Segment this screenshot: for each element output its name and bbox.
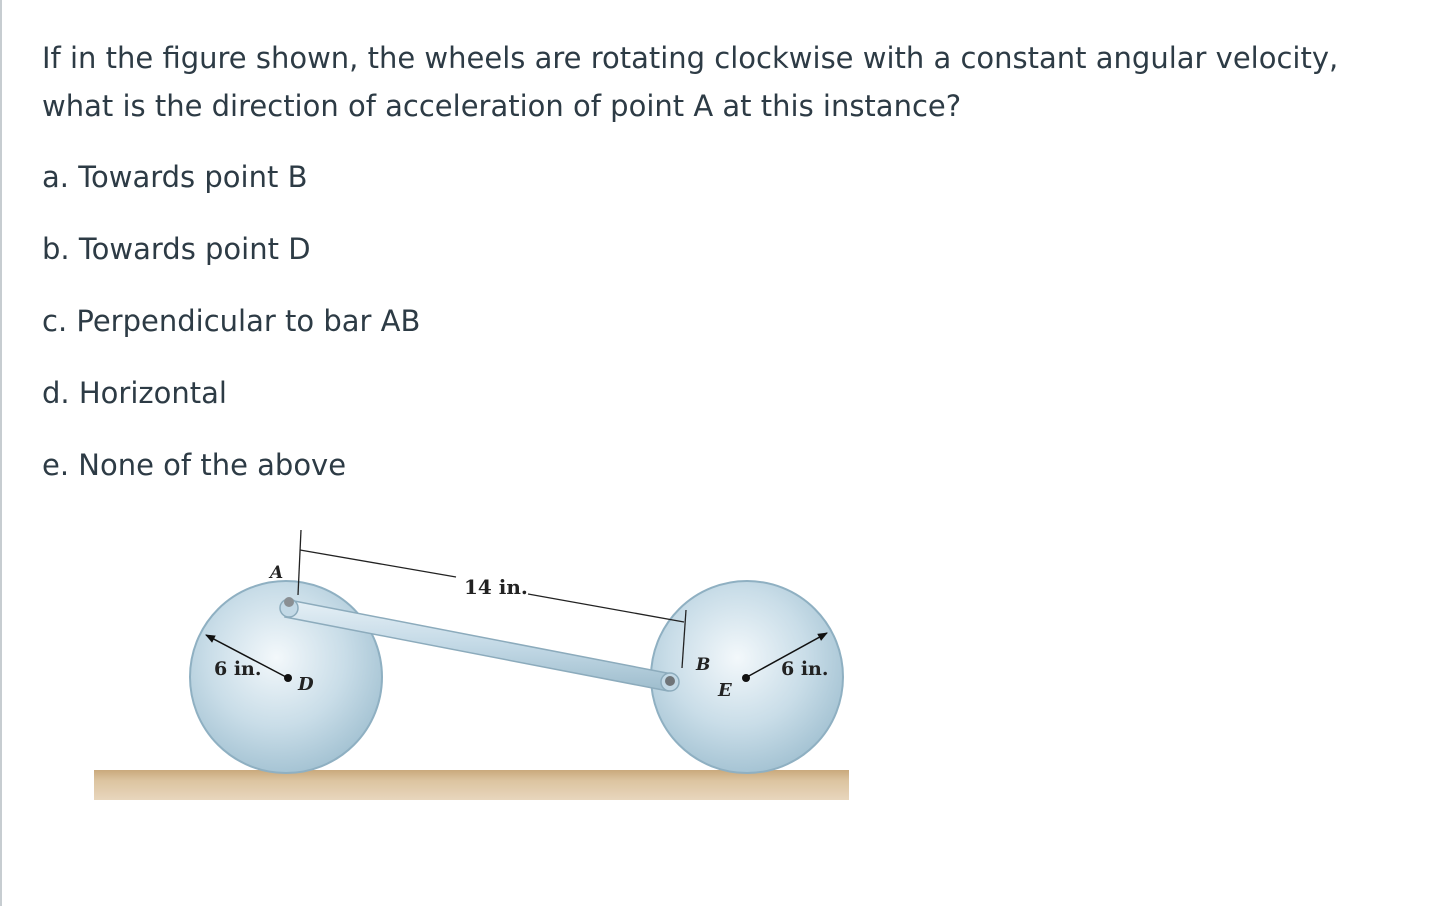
pin-a: [284, 597, 294, 607]
question-text: If in the figure shown, the wheels are rotating clockwise with a constant angular velocity, what is the direction of acceleration of point A at this instance?: [42, 41, 1339, 123]
answer-text: Perpendicular to bar AB: [76, 304, 421, 338]
label-b: B: [696, 655, 711, 675]
answer-text: Horizontal: [78, 376, 227, 410]
label-e: E: [718, 680, 732, 701]
answer-option-d[interactable]: [42, 371, 420, 415]
right-radius-label: 6 in.: [781, 658, 829, 680]
pin-b: [665, 676, 675, 686]
answer-option-e[interactable]: [42, 443, 420, 487]
answer-text: Towards point B: [78, 160, 308, 194]
left-border: [0, 0, 2, 906]
answer-text: Towards point D: [78, 232, 311, 266]
answer-text: None of the above: [78, 448, 347, 482]
answer-letter: c.: [42, 304, 68, 338]
answer-list: [42, 155, 420, 515]
left-radius-label: 6 in.: [214, 658, 262, 680]
mechanism-figure: [60, 510, 880, 820]
answer-letter: e.: [42, 448, 70, 482]
ground: [94, 770, 849, 800]
answer-option-a[interactable]: [42, 155, 420, 199]
answer-option-c[interactable]: [42, 299, 420, 343]
answer-letter: a.: [42, 160, 69, 194]
answer-letter: d.: [42, 376, 70, 410]
answer-option-b[interactable]: [42, 227, 420, 271]
bar-length-label: 14 in.: [464, 575, 528, 599]
label-d: D: [298, 674, 314, 695]
center-e: [742, 674, 750, 682]
answer-letter: b.: [42, 232, 70, 266]
label-a: A: [270, 563, 284, 583]
center-d: [284, 674, 292, 682]
